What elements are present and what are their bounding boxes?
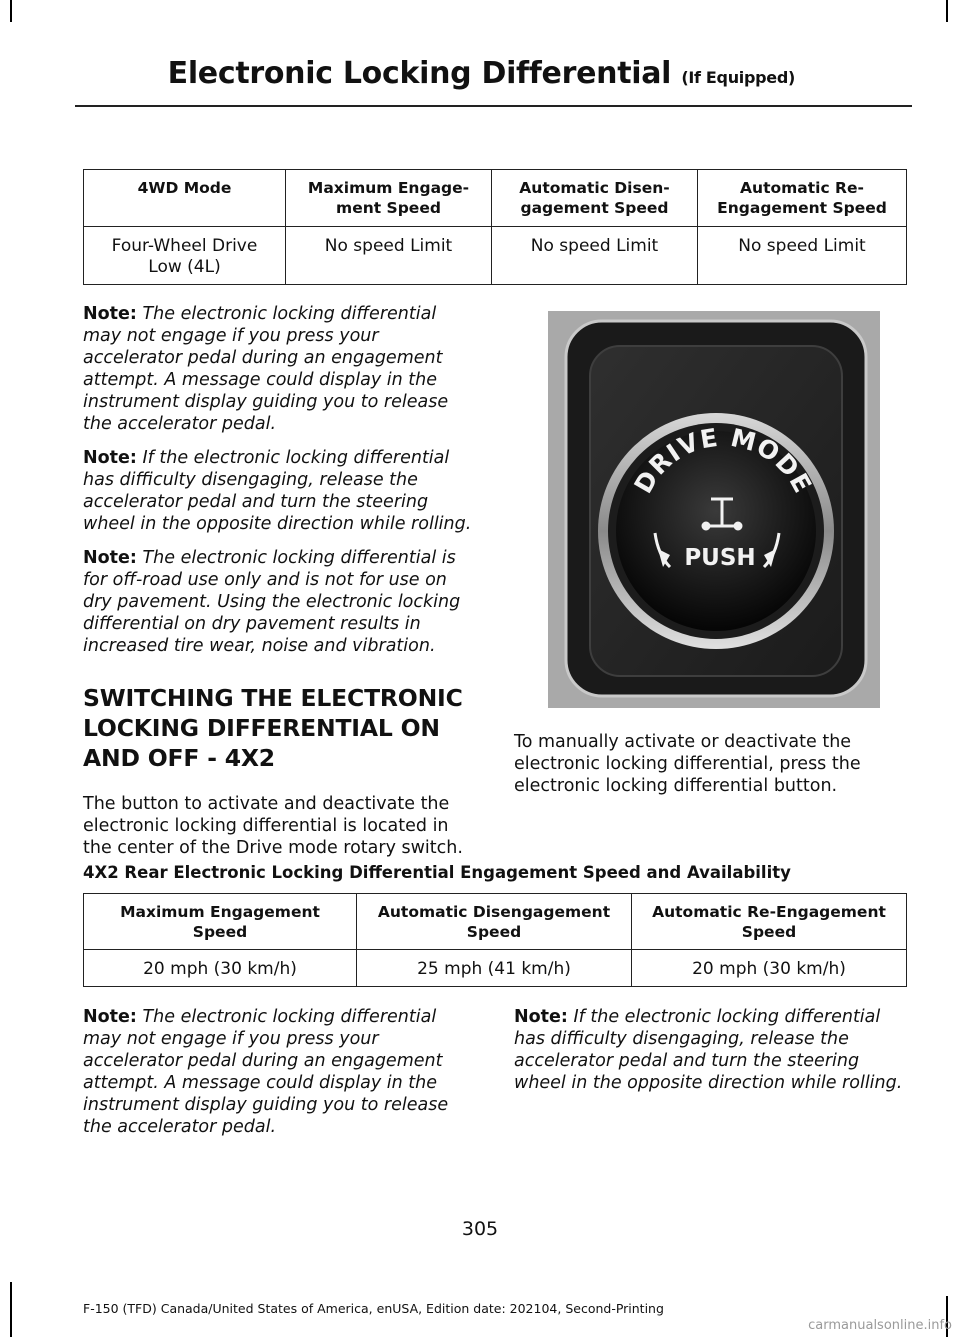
knob-label-push: PUSH <box>684 545 756 571</box>
table-header-cell <box>492 170 698 227</box>
cell-text: 25 mph (41 km/h) <box>417 959 571 979</box>
cell-text: Four-Wheel Drive Low (4L) <box>111 236 258 277</box>
table-cell <box>84 227 286 285</box>
table-header-cell <box>632 894 907 950</box>
cell-text: No speed Limit <box>738 236 866 256</box>
crop-mark-top-right <box>946 0 948 22</box>
table-row <box>84 227 907 285</box>
table-cell <box>84 950 357 987</box>
header-rule <box>75 105 912 107</box>
drive-mode-switch-image <box>548 311 880 708</box>
table-header-cell <box>357 894 632 950</box>
page-number: 305 <box>461 1218 499 1240</box>
table-cell <box>492 227 698 285</box>
table-cell <box>357 950 632 987</box>
cell-text: 20 mph (30 km/h) <box>692 959 846 979</box>
note-text: The electronic locking differential may not engage if you press your accelerator pedal during an engagement attempt. A message could display in the instrument display guiding you to release the accelerator pedal. <box>83 304 449 434</box>
footer-edition: F-150 (TFD) Canada/United States of America, enUSA, Edition date: 202104, Second-Printing <box>83 1301 664 1316</box>
body-paragraph: The button to activate and deactivate the electronic locking differential is located in the center of the Drive mode rotary switch. <box>83 794 463 858</box>
header-cell-text: Automatic Re-Engagement Speed <box>652 903 886 941</box>
note-text: If the electronic locking differential has difficulty disengaging, release the accelerator pedal and turn the steering wheel in the opposite direction while rolling. <box>514 1007 903 1093</box>
header-cell-text: Automatic Re- Engagement Speed <box>717 179 887 217</box>
table-header-row <box>84 170 907 227</box>
bottom-left-column <box>83 1006 478 1150</box>
note-paragraph <box>514 1006 909 1094</box>
note-label: Note: <box>83 1007 137 1027</box>
table-cell <box>286 227 492 285</box>
note-paragraph <box>83 547 478 657</box>
table-header-cell <box>84 170 286 227</box>
table-header-cell <box>84 894 357 950</box>
body-paragraph: To manually activate or deactivate the electronic locking differential, press the electronic locking differential button. <box>514 732 861 796</box>
table-header-cell <box>698 170 907 227</box>
left-column <box>83 303 478 871</box>
cell-text: No speed Limit <box>530 236 659 256</box>
watermark: carmanualsonline.info <box>808 1318 952 1333</box>
table-caption: 4X2 Rear Electronic Locking Differential Engagement Speed and Availability <box>83 863 791 882</box>
page-header <box>168 56 795 91</box>
4x2-speed-table <box>83 893 907 987</box>
note-label: Note: <box>83 548 137 568</box>
bottom-right-column <box>514 1006 909 1106</box>
note-text: The electronic locking differential may not engage if you press your accelerator pedal during an engagement attempt. A message could display in the instrument display guiding you to release the accelerator pedal. <box>83 1007 449 1137</box>
knob-label-drive-mode: DRIVE MODE <box>628 422 818 499</box>
header-subtitle: (If Equipped) <box>681 68 795 87</box>
table-cell <box>632 950 907 987</box>
note-label: Note: <box>83 448 137 468</box>
note-text: The electronic locking differential is for off-road use only and is not for use on dry pavement. Using the electronic locking differential on dry pavement results in increased tire wear, noise and vibration. <box>83 548 461 656</box>
note-paragraph <box>83 1006 478 1138</box>
header-title: Electronic Locking Differential <box>167 56 672 91</box>
header-cell-text: 4WD Mode <box>137 179 232 197</box>
note-label: Note: <box>514 1007 568 1027</box>
cell-text: 20 mph (30 km/h) <box>143 959 297 979</box>
note-paragraph <box>83 303 478 435</box>
header-cell-text: Maximum Engagement Speed <box>120 903 320 941</box>
cell-text: No speed Limit <box>324 236 453 256</box>
note-paragraph <box>83 447 478 535</box>
4wd-speed-table <box>83 169 907 285</box>
table-header-row <box>84 894 907 950</box>
header-cell-text: Automatic Disen- gagement Speed <box>519 179 670 217</box>
table-header-cell <box>286 170 492 227</box>
section-heading: SWITCHING THE ELECTRONIC LOCKING DIFFERENTIAL ON AND OFF - 4X2 <box>83 684 463 772</box>
crop-mark-bottom-left <box>10 1282 12 1337</box>
header-cell-text: Automatic Disengagement Speed <box>377 903 611 941</box>
note-label: Note: <box>83 304 137 324</box>
table-cell <box>698 227 907 285</box>
header-cell-text: Maximum Engage- ment Speed <box>307 179 470 217</box>
crop-mark-top-left <box>10 0 12 22</box>
table-row <box>84 950 907 987</box>
note-text: If the electronic locking differential has difficulty disengaging, release the accelerator pedal and turn the steering wheel in the opposite direction while rolling. <box>83 448 472 534</box>
right-column <box>514 731 894 809</box>
